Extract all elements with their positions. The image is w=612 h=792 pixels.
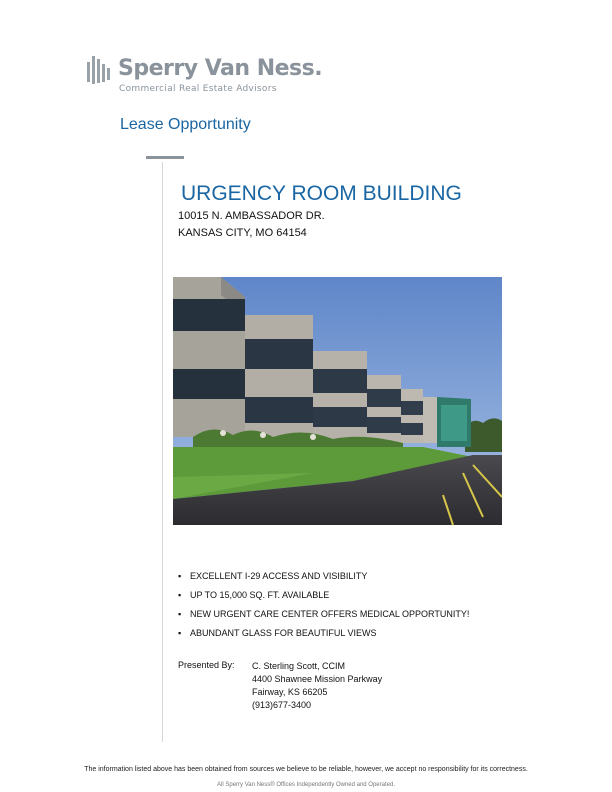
contact-phone: (913)677-3400 xyxy=(252,700,312,710)
disclaimer: The information listed above has been obtained from sources we believe to be reliable, however, we accept no responsibility for its correctness. xyxy=(84,766,528,773)
address-line-2: KANSAS CITY, MO 64154 xyxy=(178,227,307,239)
presented-by-label: Presented By: xyxy=(178,660,235,670)
contact-block xyxy=(252,660,382,712)
logo-tagline: Commercial Real Estate Advisors xyxy=(119,84,277,94)
feature-text: UP TO 15,000 SQ. FT. AVAILABLE xyxy=(190,590,330,600)
office-building-photo xyxy=(173,277,502,525)
list-item xyxy=(178,628,478,639)
list-item xyxy=(178,590,478,601)
vertical-divider xyxy=(162,162,163,742)
feature-text: NEW URGENT CARE CENTER OFFERS MEDICAL OPPORTUNITY! xyxy=(190,609,470,619)
bullet-icon: ▪ xyxy=(178,609,182,619)
footer-note: All Sperry Van Ness® Offices Independently Owned and Operated. xyxy=(217,782,395,788)
company-logo xyxy=(86,54,323,98)
feature-text: ABUNDANT GLASS FOR BEAUTIFUL VIEWS xyxy=(190,628,377,638)
contact-street: 4400 Shawnee Mission Parkway xyxy=(252,674,383,684)
logo-name: Sperry Van Ness. xyxy=(118,56,323,81)
contact-name: C. Sterling Scott, CCIM xyxy=(252,661,346,671)
property-title: URGENCY ROOM BUILDING xyxy=(181,182,462,205)
lease-heading: Lease Opportunity xyxy=(120,116,251,133)
contact-city: Fairway, KS 66205 xyxy=(252,687,328,697)
bullet-icon: ▪ xyxy=(178,590,182,600)
bullet-icon: ▪ xyxy=(178,571,182,581)
address-line-1: 10015 N. AMBASSADOR DR. xyxy=(178,210,325,222)
bullet-icon: ▪ xyxy=(178,628,182,638)
svn-bars-icon xyxy=(86,54,116,86)
feature-text: EXCELLENT I-29 ACCESS AND VISIBILITY xyxy=(190,571,368,581)
list-item xyxy=(178,609,478,620)
feature-list xyxy=(178,571,478,647)
accent-rule xyxy=(146,156,184,159)
list-item xyxy=(178,571,478,582)
